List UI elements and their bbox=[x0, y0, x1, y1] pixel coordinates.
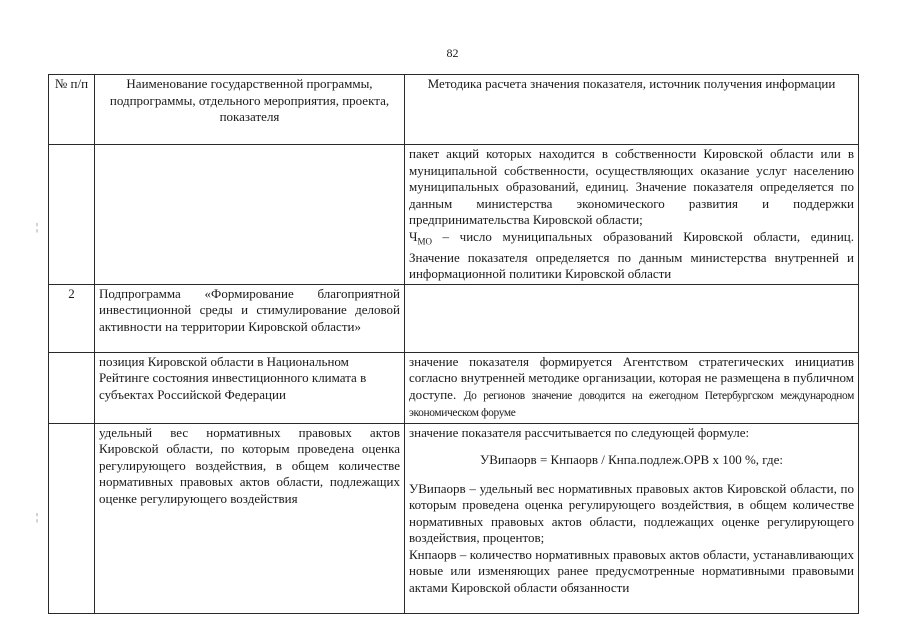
row-number bbox=[49, 145, 95, 285]
formula-symbol: Ч bbox=[409, 228, 418, 244]
table-header-row bbox=[49, 75, 859, 145]
formula-subscript: МО bbox=[417, 236, 432, 247]
row-method bbox=[405, 423, 859, 613]
definition-text: Кнпаорв – количество нормативных правовых актов области, устанавливающих новые или изменяющих ранее предусмотренные нормативными правовыми актами Кировской области обязанности bbox=[409, 546, 854, 595]
row-number: 2 bbox=[49, 284, 95, 352]
margin-mark: ¦ bbox=[36, 512, 39, 523]
indicator-name: позиция Кировской области в Национальном Рейтинге состояния инвестиционного климата в субъектах Российской Федерации bbox=[95, 352, 405, 423]
table-row bbox=[49, 145, 859, 285]
margin-mark: ¦ bbox=[36, 222, 39, 233]
row-number bbox=[49, 423, 95, 613]
method-text: – число муниципальных образований Кировской области, единиц. Значение показателя определяется по данным министерства внутренней и информационной политики Кировской области bbox=[409, 228, 854, 282]
row-method bbox=[405, 284, 859, 352]
header-method: Методика расчета значения показателя, источник получения информации bbox=[405, 75, 859, 145]
row-number bbox=[49, 352, 95, 423]
table-row bbox=[49, 352, 859, 423]
indicator-name: удельный вес нормативных правовых актов Кировской области, по которым проведена оценка регулирующего воздействия, в общем количестве нормативных правовых актов области, подлежащих оценке регулирующего воздействия bbox=[95, 423, 405, 613]
header-name: Наименование государственной программы, подпрограммы, отдельного мероприятия, проекта, показателя bbox=[95, 75, 405, 145]
page-number: 82 bbox=[446, 46, 459, 60]
method-text: пакет акций которых находится в собственности Кировской области или в муниципальной собственности, осуществляющих оказание услуг населению муниципальных образований, единиц. Значение показателя определяется по данным министерства экономического развития и поддержки предпринимательства Кировской области; bbox=[409, 146, 854, 227]
header-number: № п/п bbox=[49, 75, 95, 145]
indicator-table bbox=[48, 74, 859, 614]
method-note: До регионов значение доводится на ежегодном Петербургском международном экономическом форуме bbox=[409, 389, 855, 420]
definition-text: УВипаорв – удельный вес нормативных правовых актов Кировской области, по которым проведена оценка регулирующего воздействия, в общем количестве нормативных правовых актов области, подлежащих оценке регулирующего воздействия, процентов; bbox=[409, 480, 854, 546]
row-name bbox=[95, 145, 405, 285]
table-row bbox=[49, 284, 859, 352]
row-method bbox=[405, 352, 859, 423]
method-text: значение показателя формируется Агентством стратегических инициатив согласно внутренней методике организации, которая не размещена в публичном доступе. bbox=[409, 353, 854, 402]
subprogram-name: Подпрограмма «Формирование благоприятной инвестиционной среды и стимулирование деловой активности на территории Кировской области» bbox=[95, 284, 405, 352]
table-row bbox=[49, 423, 859, 613]
row-method bbox=[405, 145, 859, 285]
formula: УВипаорв = Кнпаорв / Кнпа.подлеж.ОРВ x 100 %, где: bbox=[480, 452, 783, 468]
method-text: значение показателя рассчитывается по следующей формуле: bbox=[409, 424, 750, 440]
